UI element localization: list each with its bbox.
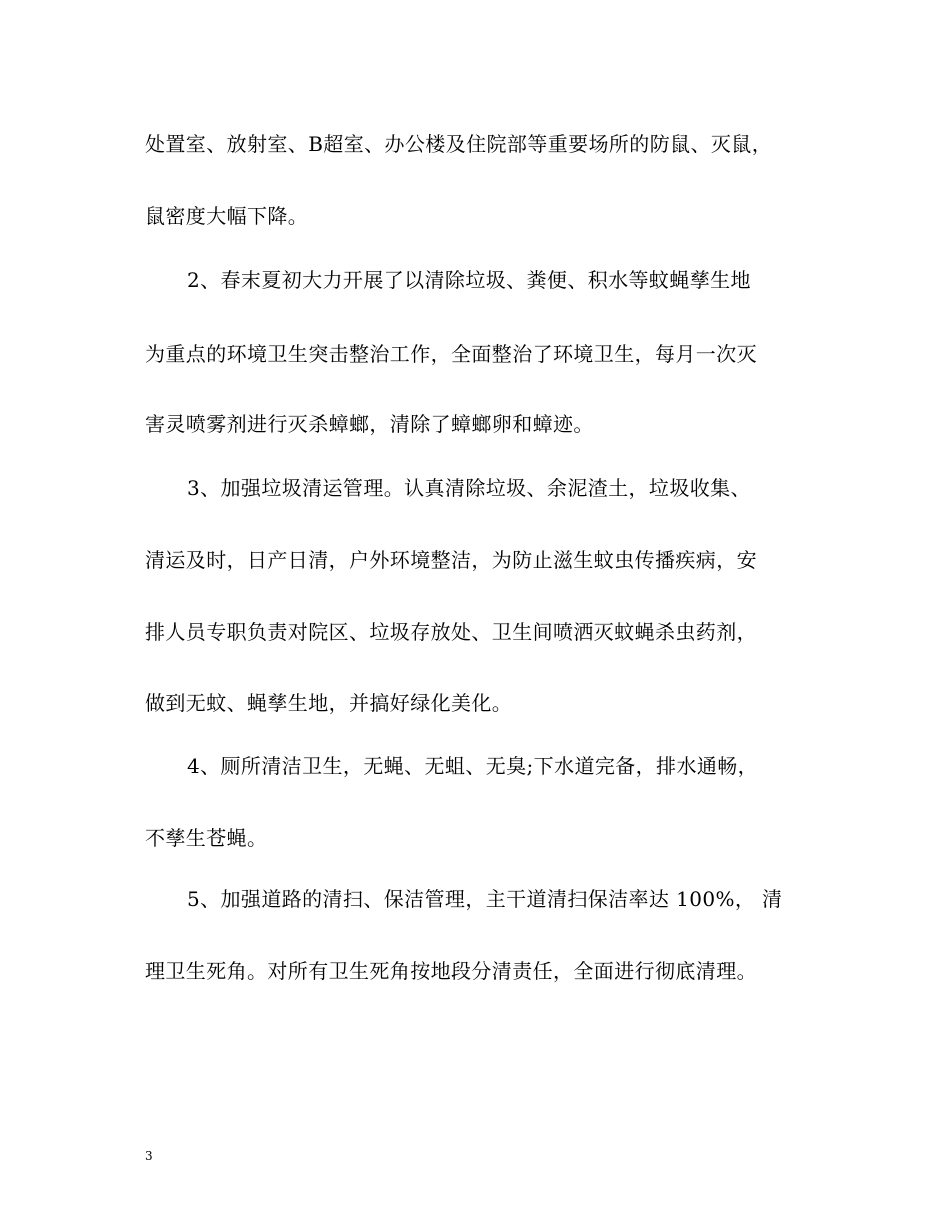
body-text-line: 鼠密度大幅下降。: [145, 204, 309, 228]
paragraph-4-line: 4、厕所清洁卫生，无蝇、无蛆、无臭;下水道完备，排水通畅，: [187, 754, 759, 778]
body-text-line: 处置室、放射室、B超室、办公楼及住院部等重要场所的防鼠、灭鼠，: [145, 132, 773, 156]
body-text-line: 排人员专职负责对院区、垃圾存放处、卫生间喷洒灭蚊蝇杀虫药剂，: [145, 620, 757, 644]
body-text-line: 不孳生苍蝇。: [145, 826, 268, 850]
body-text-line: 为重点的环境卫生突击整治工作，全面整治了环境卫生，每月一次灭: [145, 342, 757, 366]
body-text-line: 理卫生死角。对所有卫生死角按地段分清责任，全面进行彻底清理。: [145, 959, 757, 983]
paragraph-2-line: 2、春末夏初大力开展了以清除垃圾、粪便、积水等蚊蝇孳生地: [187, 268, 751, 292]
body-text-line: 清运及时，日产日清，户外环境整洁，为防止滋生蚊虫传播疾病，安: [145, 548, 757, 572]
body-text-line: 害灵喷雾剂进行灭杀蟑螂，清除了蟑螂卵和蟑迹。: [145, 412, 594, 436]
paragraph-5-line: 5、加强道路的清扫、保洁管理，主干道清扫保洁率达 100%， 清: [187, 887, 783, 911]
page-number: 3: [145, 1149, 153, 1163]
body-text-line: 做到无蚊、蝇孳生地，并搞好绿化美化。: [145, 691, 513, 715]
paragraph-3-line: 3、加强垃圾清运管理。认真清除垃圾、余泥渣土，垃圾收集、: [187, 476, 751, 500]
